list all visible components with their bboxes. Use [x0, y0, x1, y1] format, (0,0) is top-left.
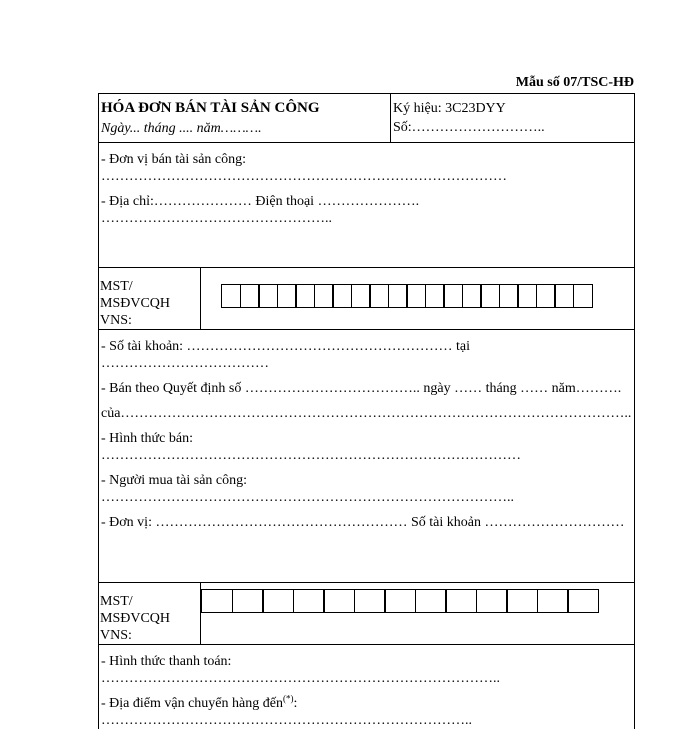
seller-tax-label	[99, 268, 201, 329]
invoice-symbol: Ký hiệu: 3C23DYY	[393, 101, 506, 116]
tax-digit-box	[499, 284, 519, 308]
tax-digit-box	[415, 589, 447, 613]
delivery-label	[99, 695, 634, 712]
seller-section	[99, 143, 634, 268]
tax-label-line: MST/	[100, 594, 133, 609]
tax-digit-box	[443, 284, 463, 308]
tax-digit-box	[354, 589, 386, 613]
buyer-tax-boxes	[201, 583, 598, 644]
tax-digit-box	[295, 284, 315, 308]
tax-digit-box	[201, 589, 233, 613]
delivery-field: ……………………………………………………………………..	[101, 713, 472, 728]
tax-digit-box	[314, 284, 334, 308]
payment-method-label: - Hình thức thanh toán:	[101, 654, 232, 669]
seller-tax-row	[99, 268, 634, 330]
tax-digit-box	[277, 284, 297, 308]
buyer-tax-row	[99, 583, 634, 645]
tax-digit-box	[332, 284, 352, 308]
tax-label-line: MSĐVCQH	[100, 611, 171, 626]
tax-digit-box	[221, 284, 241, 308]
tax-digit-box	[480, 284, 500, 308]
tax-label-line: MST/	[100, 279, 133, 294]
seller-address-phone: - Địa chỉ:………………… Điện thoại ………………….	[101, 194, 420, 209]
tax-label-line: MSĐVCQH	[100, 296, 171, 311]
details-section	[99, 330, 634, 583]
tax-digit-box	[554, 284, 574, 308]
tax-digit-box	[462, 284, 482, 308]
tax-digit-box	[506, 589, 538, 613]
tax-digit-box	[369, 284, 389, 308]
invoice-form	[98, 93, 635, 729]
delivery-label-text: - Địa điểm vận chuyển hàng đến	[101, 696, 283, 711]
tax-digit-box	[293, 589, 325, 613]
account-line: - Số tài khoản: ………………………………………………… tại ………………………………	[101, 339, 471, 371]
footnote-marker: (*)	[282, 693, 294, 704]
seller-unit-label: - Đơn vị bán tài sản công:	[101, 152, 247, 167]
tax-digit-box	[351, 284, 371, 308]
header-left	[99, 94, 391, 142]
buyer-unit-line: - Đơn vị: ……………………………………………… Số tài khoản …………………………	[101, 515, 625, 530]
tax-label-line: VNS:	[100, 628, 132, 643]
sale-form-label: - Hình thức bán:	[101, 431, 193, 446]
seller-unit-field: ……………………………………………………………………………	[101, 169, 507, 184]
form-code: Mẫu số 07/TSC-HĐ	[515, 75, 634, 90]
payment-section	[99, 645, 634, 729]
tax-digit-box	[388, 284, 408, 308]
tax-digit-box	[258, 284, 278, 308]
tax-digit-box	[567, 589, 599, 613]
tax-digit-box	[323, 589, 355, 613]
invoice-date: Ngày... tháng .... năm……….	[101, 121, 262, 136]
tax-digit-box	[537, 589, 569, 613]
invoice-title: HÓA ĐƠN BÁN TÀI SẢN CÔNG	[101, 100, 320, 116]
invoice-number: Số:………………………..	[393, 120, 545, 135]
seller-address-field: …………………………………………..	[101, 211, 332, 226]
tax-digit-box	[232, 589, 264, 613]
delivery-colon: :	[293, 696, 298, 711]
sale-form-field: ………………………………………………………………………………	[101, 448, 521, 463]
buyer-tax-label	[99, 583, 201, 644]
seller-tax-boxes	[201, 268, 591, 329]
tax-digit-box	[517, 284, 537, 308]
tax-digit-box	[425, 284, 445, 308]
tax-digit-box	[384, 589, 416, 613]
invoice-header	[99, 94, 634, 143]
tax-digit-box	[262, 589, 294, 613]
buyer-label: - Người mua tài sản công:	[101, 473, 248, 488]
header-right	[391, 94, 634, 142]
tax-digit-box	[406, 284, 426, 308]
tax-digit-box	[573, 284, 593, 308]
buyer-field: ……………………………………………………………………………..	[101, 490, 514, 505]
decision-line: - Bán theo Quyết định số ……………………………….. ngày …… tháng …… năm……….	[101, 381, 622, 396]
tax-digit-box	[240, 284, 260, 308]
tax-digit-box	[536, 284, 556, 308]
tax-label-line: VNS:	[100, 313, 132, 328]
tax-digit-box	[476, 589, 508, 613]
of-line: của………………………………………………………………………………………………..	[101, 406, 632, 421]
tax-digit-box	[445, 589, 477, 613]
payment-method-field: …………………………………………………………………………..	[101, 671, 500, 686]
